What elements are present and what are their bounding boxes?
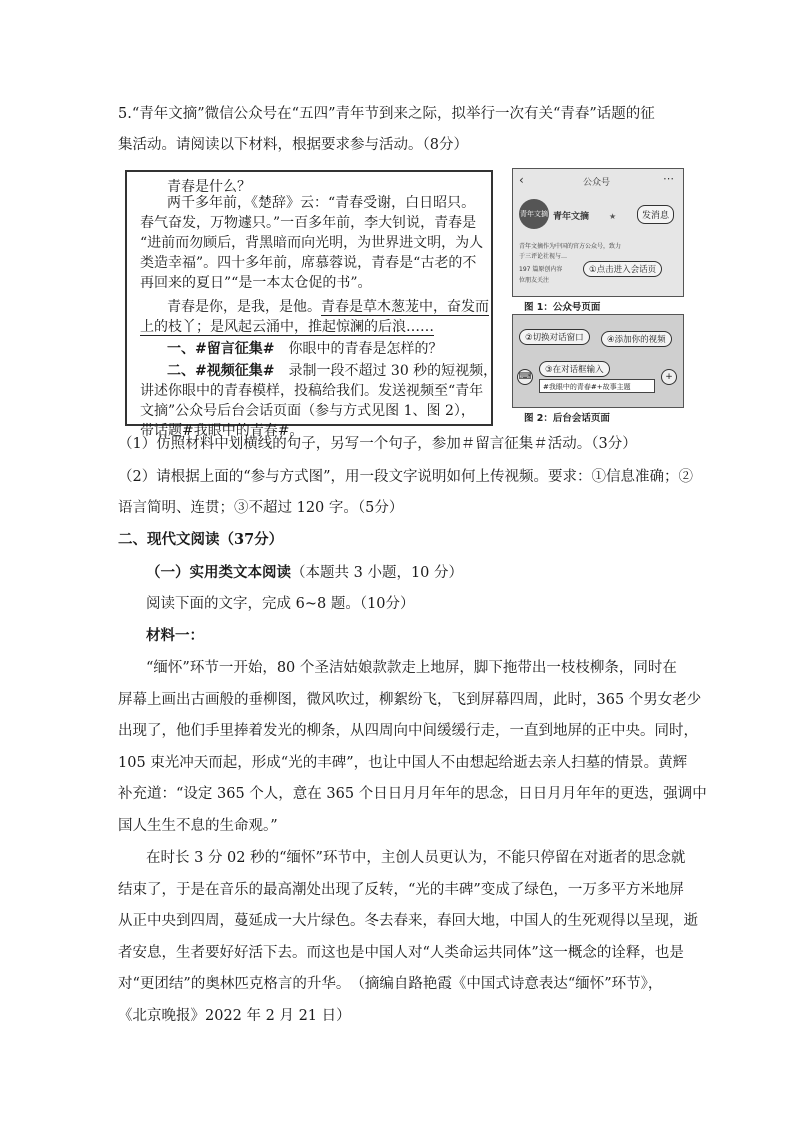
paragraph-2-line: 在时长 3 分 02 秒的“缅怀”环节中，主创人员更认为，不能只停留在对逝者的思念就 [146,850,686,866]
keyboard-icon[interactable]: ⌨ [517,369,533,385]
star-icon: ★ [609,212,617,221]
paragraph-2-line: 者安息，生者要好好活下去。而这也是中国人对“人类命运共同体”这一概念的诠释，也是 [118,945,684,961]
figure-1-screenshot [512,168,684,297]
paragraph-2-line: 《北京晚报》2022 年 2 月 21 日） [118,1008,351,1024]
material-box [125,170,498,439]
account-desc-1: 青年文摘作为中国的官方公众号，致力 [519,243,622,250]
account-desc-2: 于三评论社视与… [519,253,568,260]
q5-line-2: 集活动。请阅读以下材料，根据要求参与活动。（8分） [118,137,468,153]
chat-input-field[interactable]: #我眼中的青春#+故事主题 [539,379,655,393]
box-line-4: “进前而勿顾后，背黑暗而向光明，为世界进文明，为人 [140,235,484,251]
paragraph-2-line: 对“更团结”的奥林匹克格言的升华。 （摘编自路艳霞《中国式诗意表达“缅怀”环节》， [118,976,663,992]
fig1-callout-enter-chat: ①点击进入会话页 [583,261,662,277]
box-line-12: 文摘”公众号后台会话页面（参与方式见图 1、图 2）， [140,403,475,419]
reading-instruction: 阅读下面的文字，完成 6~8 题。（10分） [146,596,415,612]
box-line-13: 带话题#我眼中的青春#。 [140,423,304,439]
message-collection-prompt: 你眼中的青春是怎样的？ [288,341,443,357]
q5-line-1: 5.“青年文摘”微信公众号在“五四”青年节到来之际，拟举行一次有关“青春”话题的征 [118,106,655,122]
paragraph-1-line: “缅怀”环节一开始，80 个圣洁姑娘款款走上地屏，脚下拖带出一枝枝柳条，同时在 [146,660,677,676]
figure-2-caption: 图 2：后台会话页面 [524,413,610,424]
box-line-1: 青春是什么？ [167,179,251,195]
fig2-callout-switch-window: ②切换对话窗口 [519,329,590,345]
article-count: 197 篇原创内容 [519,266,563,273]
figure-1-caption: 图 1：公众号页面 [524,302,601,313]
paragraph-1-line: 105 束光冲天而起，形成“光的丰碑”，也让中国人不由想起给逝去亲人扫墓的情景。黄辉 [118,755,688,771]
account-name: 青年文摘 [553,212,590,222]
fig2-callout-input: ③在对话框输入 [539,361,610,377]
paragraph-1-line: 国人生生不息的生命观。” [118,818,278,834]
box-line-11: 讲述你眼中的青春模样，投稿给我们。发送视频至“青年 [140,383,484,399]
more-icon: ⋯ [663,172,674,185]
paragraph-2-line: 从正中央到四周，蔓延成一大片绿色。冬去春来，春回大地，中国人的生死观得以呈现，逝 [118,913,698,929]
section-2-heading: 二、现代文阅读（37分） [118,531,284,548]
fig1-header: 公众号 [583,178,611,188]
box-line-5: 类造幸福”。四十多年前，席慕蓉说，青春是“古老的不 [140,255,477,271]
video-collection-tag: 二、#视频征集# [167,363,275,379]
sub-question-2-line-1: （2）请根据上面的“参与方式图”，用一段文字说明如何上传视频。要求：①信息准确；② [118,469,694,485]
box-line-9 [167,338,442,361]
box-line-7-a: 青春是你，是我，是他。 [167,299,321,315]
video-collection-prompt: 录制一段不超过 30 秒的短视频， [288,363,498,379]
send-message-button[interactable]: 发消息 [637,205,674,224]
sub-question-2-line-2: 语言简明、连贯；③不超过 120 字。（5分） [118,500,404,516]
account-logo: 青年文摘 [519,199,549,229]
box-line-8 [140,316,434,339]
paragraph-1-line: 出现了，他们手里捧着发光的柳条，从四周向中间缓缓行走，一直到地屏的正中央。同时， [118,723,698,739]
part-1-note: （本题共 3 小题，10 分） [291,565,464,581]
add-attachment-icon[interactable]: + [661,369,677,385]
part-1-heading [146,562,463,584]
follower-count: 位朋友关注 [519,277,550,284]
paragraph-2-line: 结束了，于是在音乐的最高潮处出现了反转，“光的丰碑”变成了绿色，一万多平方米地屏 [118,882,684,898]
sub-question-1: （1）仿照材料中划横线的句子，另写一个句子，参加＃留言征集＃活动。（3分） [118,436,637,452]
paragraph-1-line: 屏幕上画出古画般的垂柳图，微风吹过，柳絮纷飞，飞到屏幕四周，此时，365 个男女老少 [118,692,702,708]
paragraph-1-line: 补充道：“设定 365 个人，意在 365 个日日月月年年的思念，日日月月年年的更迭，强调中 [118,786,707,802]
box-line-6: 再回来的夏日”“是一本太仓促的书”。 [140,275,372,291]
back-icon: ‹ [519,173,524,187]
underlined-sentence-2: 上的枝丫；是风起云涌中，推起惊澜的后浪…… [140,319,434,335]
underlined-sentence-1: 青春是草木葱茏中，奋发而 [321,299,489,315]
figure-2-screenshot [512,314,684,408]
part-1-title: （一）实用类文本阅读 [146,564,291,581]
material-1-label: 材料一： [146,627,204,644]
box-line-2: 两千多年前，《楚辞》云：“青春受谢，白日昭只。 [167,195,476,211]
box-line-3: 春气奋发，万物遽只。”一百多年前，李大钊说，青春是 [140,215,477,231]
message-collection-tag: 一、#留言征集# [167,341,275,357]
fig2-callout-add-video: ④添加你的视频 [601,331,672,347]
